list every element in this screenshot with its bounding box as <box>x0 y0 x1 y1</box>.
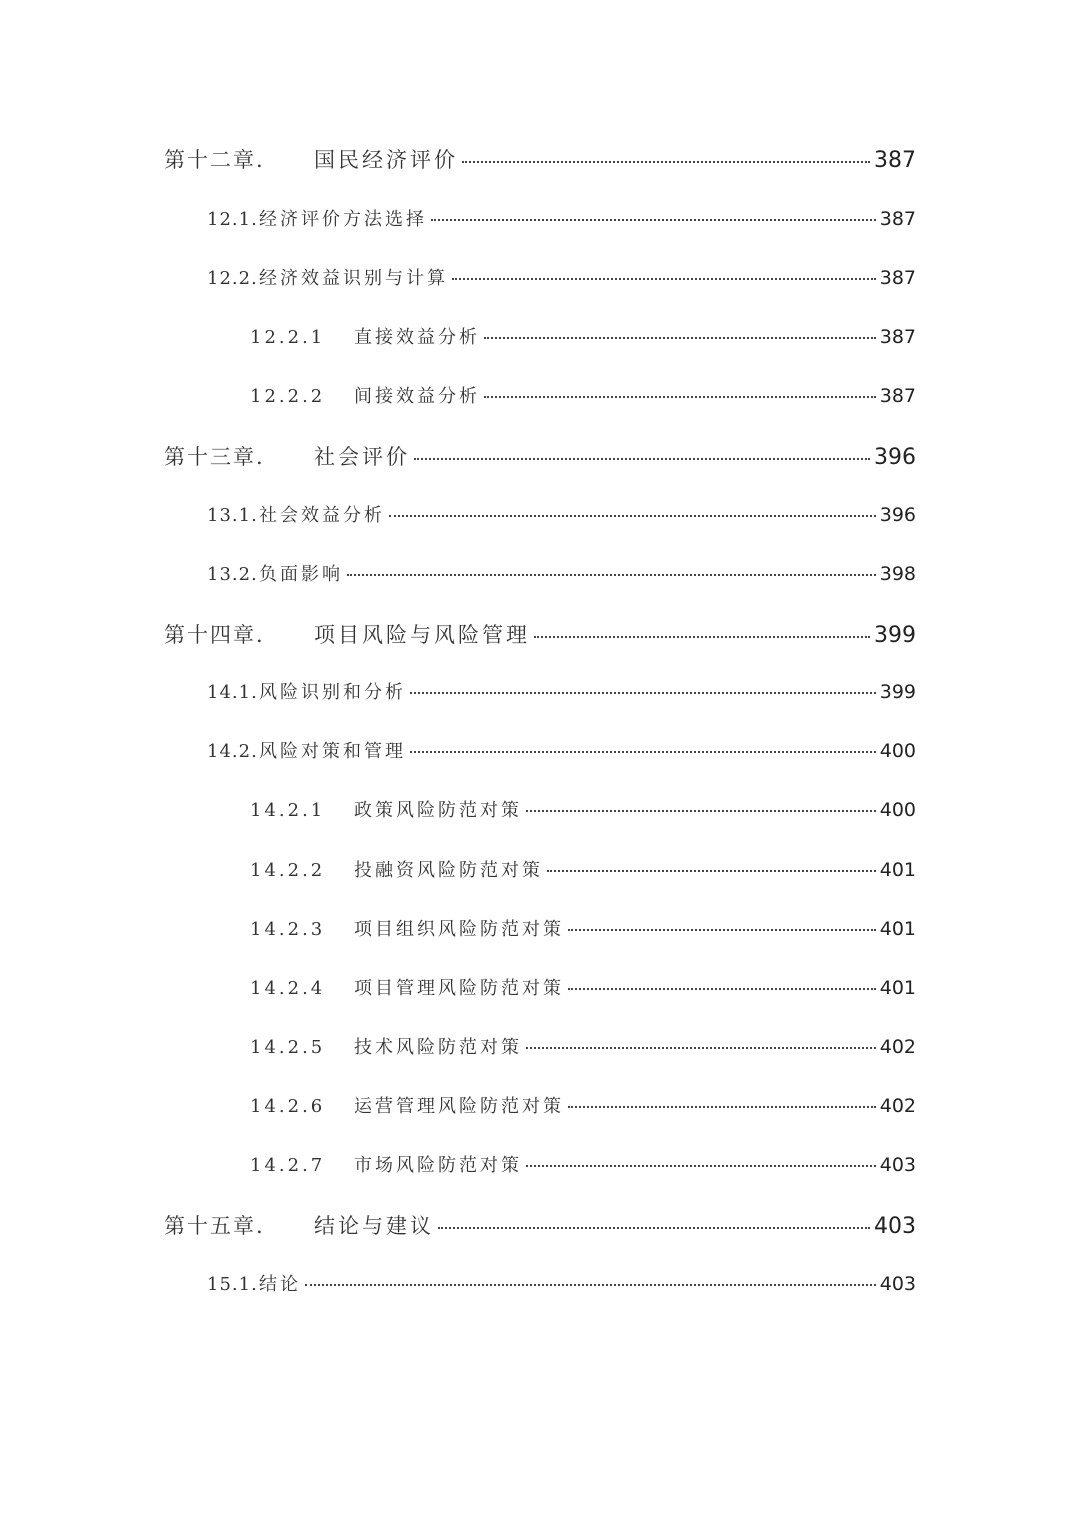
toc-entry[interactable] <box>207 737 916 763</box>
toc-entry-title: 直接效益分析 <box>354 327 480 348</box>
toc-entry-title: 结论与建议 <box>314 1214 434 1238</box>
toc-entry[interactable] <box>250 1092 916 1118</box>
toc-entry[interactable] <box>250 382 916 408</box>
dot-leader <box>526 810 876 812</box>
toc-entry-title: 技术风险防范对策 <box>354 1037 522 1058</box>
dot-leader <box>431 219 876 221</box>
toc-entry-number: 14.2. <box>207 741 258 762</box>
toc-entry[interactable] <box>164 1210 916 1240</box>
dot-leader <box>526 1047 876 1049</box>
toc-entry[interactable] <box>250 1033 916 1059</box>
toc-entry-number: 12.2.2 <box>250 386 326 407</box>
toc-entry-number: 第十二章. <box>164 148 265 172</box>
toc-entry-title: 政策风险防范对策 <box>354 800 522 821</box>
toc-entry-page: 401 <box>879 859 916 881</box>
dot-leader <box>414 458 870 460</box>
toc-entry[interactable] <box>207 1270 916 1296</box>
toc-entry-title: 项目风险与风险管理 <box>314 623 530 647</box>
toc-entry-title: 市场风险防范对策 <box>354 1155 522 1176</box>
toc-entry[interactable] <box>207 501 916 527</box>
toc-entry-page: 401 <box>879 918 916 940</box>
toc-entry-title: 负面影响 <box>259 564 343 585</box>
dot-leader <box>526 1165 876 1167</box>
toc-entry-number: 14.2.6 <box>250 1096 326 1117</box>
toc-entry-page: 387 <box>879 267 916 289</box>
dot-leader <box>568 1106 876 1108</box>
toc-entry-page: 396 <box>879 504 916 526</box>
toc-entry-number: 12.2.1 <box>250 327 326 348</box>
dot-leader <box>547 870 876 872</box>
toc-entry-number: 15.1. <box>207 1274 258 1295</box>
toc-entry[interactable] <box>250 974 916 1000</box>
toc-entry-number: 13.1. <box>207 505 258 526</box>
dot-leader <box>568 929 876 931</box>
dot-leader <box>484 396 876 398</box>
toc-entry[interactable] <box>250 915 916 941</box>
toc-entry-number: 12.2. <box>207 268 258 289</box>
toc-entry[interactable] <box>250 796 916 822</box>
toc-entry-title: 风险识别和分析 <box>259 682 406 703</box>
toc-entry-title: 项目管理风险防范对策 <box>354 978 564 999</box>
toc-entry-page: 402 <box>879 1036 916 1058</box>
toc-entry[interactable] <box>164 441 916 471</box>
toc-entry-number: 14.1. <box>207 682 258 703</box>
toc-entry-number: 14.2.7 <box>250 1155 326 1176</box>
toc-entry-title: 风险对策和管理 <box>259 741 406 762</box>
toc-entry-page: 387 <box>874 148 916 173</box>
toc-entry-number: 14.2.2 <box>250 860 326 881</box>
toc-entry-title: 投融资风险防范对策 <box>354 860 543 881</box>
dot-leader <box>389 515 876 517</box>
toc-entry-title: 国民经济评价 <box>314 148 458 172</box>
toc-entry-number: 13.2. <box>207 564 258 585</box>
toc-entry-page: 403 <box>874 1214 916 1239</box>
dot-leader <box>568 988 876 990</box>
toc-entry-title: 经济评价方法选择 <box>259 209 427 230</box>
toc-entry-page: 400 <box>879 740 916 762</box>
dot-leader <box>410 751 876 753</box>
toc-entry-title: 社会效益分析 <box>259 505 385 526</box>
toc-entry-number: 第十四章. <box>164 623 265 647</box>
toc-entry-page: 403 <box>879 1154 916 1176</box>
toc-entry-page: 399 <box>879 681 916 703</box>
toc-entry-page: 400 <box>879 799 916 821</box>
dot-leader <box>452 278 876 280</box>
toc-entry[interactable] <box>207 205 916 231</box>
toc-entry-number: 第十五章. <box>164 1214 265 1238</box>
toc-entry-title: 间接效益分析 <box>354 386 480 407</box>
toc-entry-page: 403 <box>879 1273 916 1295</box>
dot-leader <box>305 1284 876 1286</box>
toc-entry-number: 14.2.3 <box>250 919 326 940</box>
toc-entry-page: 387 <box>879 208 916 230</box>
dot-leader <box>462 161 870 163</box>
toc-entry-number: 14.2.5 <box>250 1037 326 1058</box>
toc-entry-page: 402 <box>879 1095 916 1117</box>
dot-leader <box>410 692 876 694</box>
toc-entry-page: 387 <box>879 385 916 407</box>
toc-entry-title: 项目组织风险防范对策 <box>354 919 564 940</box>
toc-entry[interactable] <box>250 323 916 349</box>
dot-leader <box>484 337 876 339</box>
toc-entry-page: 396 <box>874 445 916 470</box>
toc-entry-page: 399 <box>874 623 916 648</box>
toc-entry-number: 第十三章. <box>164 445 265 469</box>
toc-entry-page: 401 <box>879 977 916 999</box>
toc-entry-title: 社会评价 <box>314 445 410 469</box>
toc-entry[interactable] <box>250 1151 916 1177</box>
toc-entry[interactable] <box>250 856 916 882</box>
toc-entry-number: 14.2.4 <box>250 978 326 999</box>
toc-entry-page: 398 <box>879 563 916 585</box>
toc-entry[interactable] <box>164 144 916 174</box>
toc-entry[interactable] <box>207 678 916 704</box>
toc-entry-page: 387 <box>879 326 916 348</box>
toc-entry-title: 结论 <box>259 1274 301 1295</box>
dot-leader <box>534 636 870 638</box>
toc-entry[interactable] <box>164 619 916 649</box>
toc-entry-number: 12.1. <box>207 209 258 230</box>
toc-entry-number: 14.2.1 <box>250 800 326 821</box>
toc-entry[interactable] <box>207 264 916 290</box>
toc-entry-title: 运营管理风险防范对策 <box>354 1096 564 1117</box>
dot-leader <box>347 574 876 576</box>
dot-leader <box>438 1227 870 1229</box>
toc-entry-title: 经济效益识别与计算 <box>259 268 448 289</box>
toc-entry[interactable] <box>207 560 916 586</box>
